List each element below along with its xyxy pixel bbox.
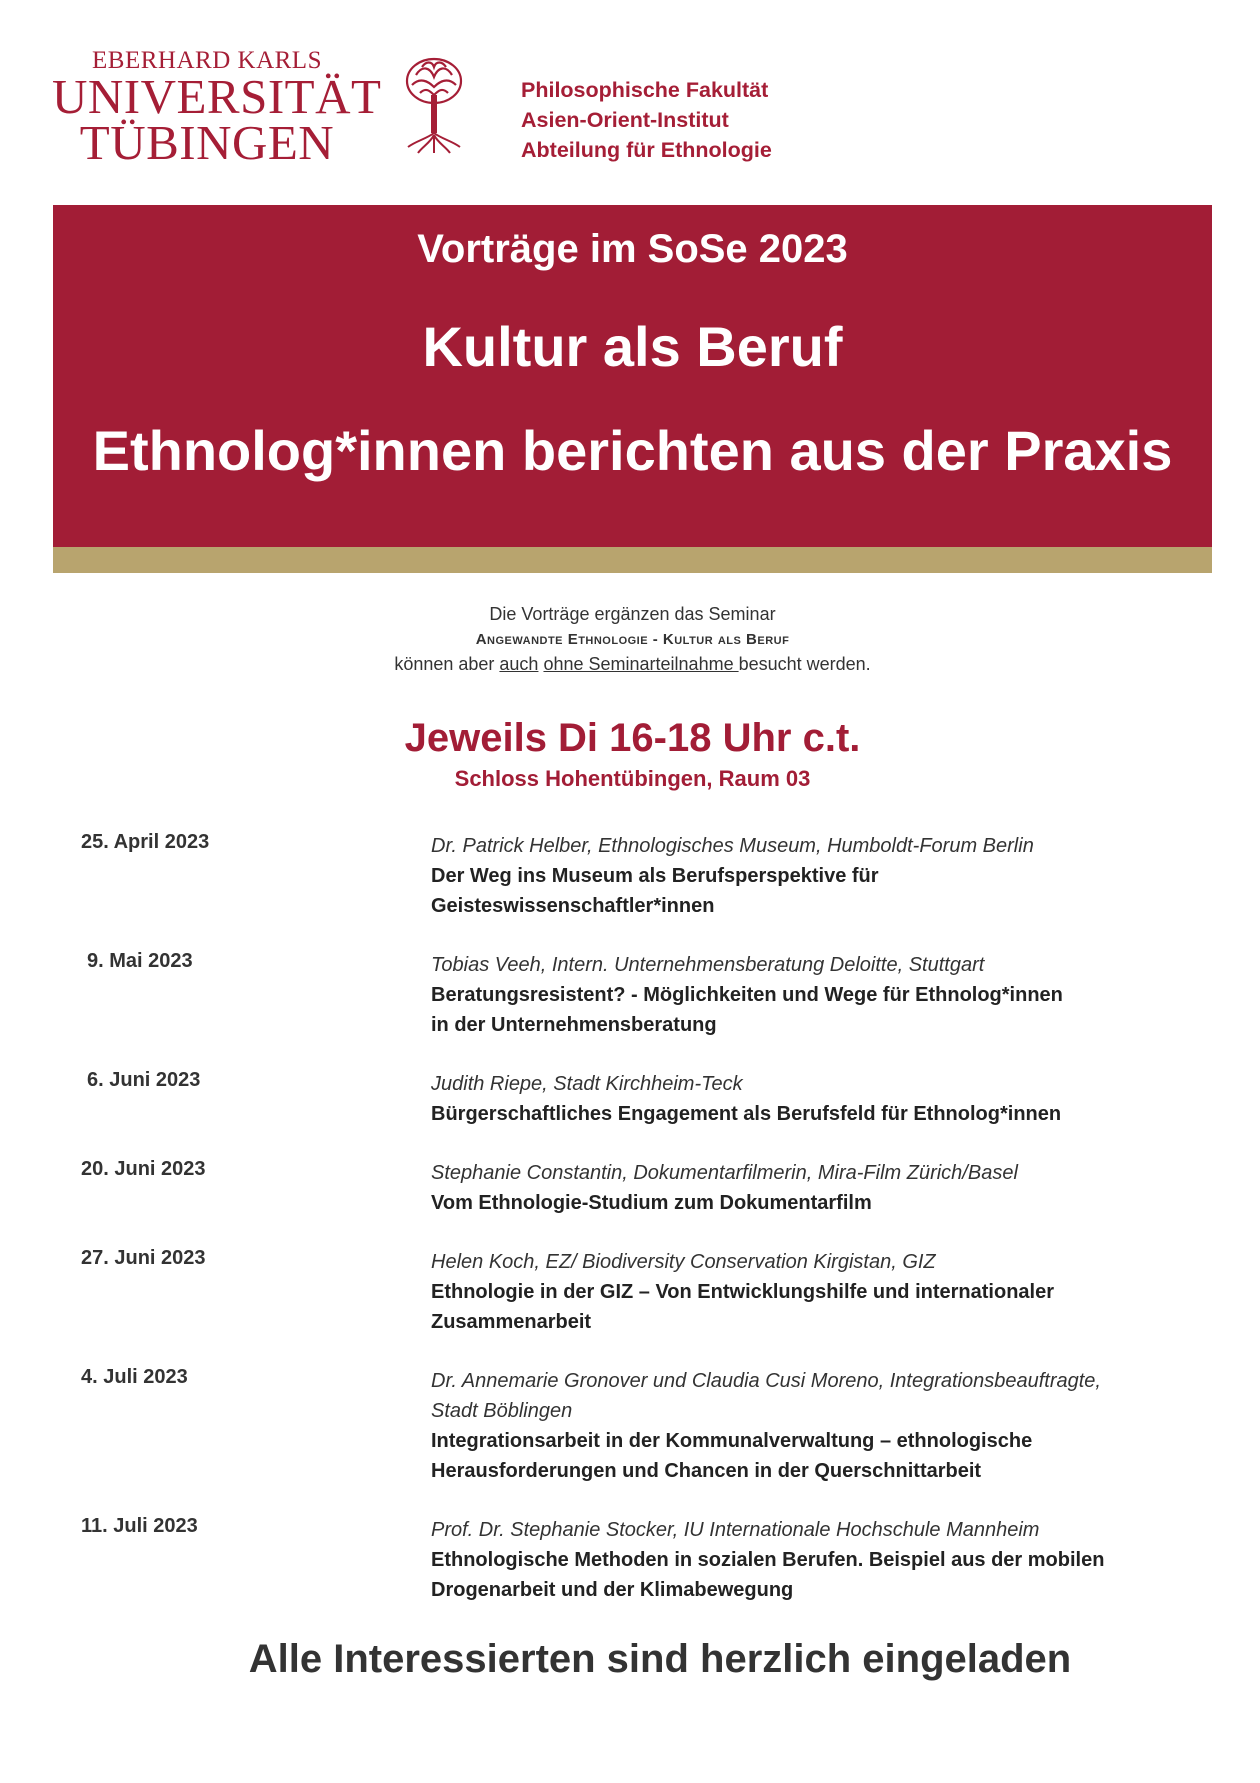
event-speaker: Tobias Veeh, Intern. Unternehmensberatung Deloitte, Stuttgart [431,954,985,976]
event-body [431,1158,1221,1218]
intro-auch: auch [499,654,539,674]
event-item [0,1366,1260,1515]
event-body [431,950,1221,1040]
event-speaker: Judith Riepe, Stadt Kirchheim-Teck [431,1073,743,1095]
event-body [431,1366,1221,1486]
banner-gold-strip [53,547,1212,573]
faculty-block [521,75,772,165]
event-speaker: Prof. Dr. Stephanie Stocker, IU Internationale Hochschule Mannheim [431,1519,1040,1541]
event-date: 11. Juli 2023 [81,1515,198,1537]
event-title: Zusammenarbeit [431,1311,592,1333]
event-body [431,831,1221,921]
event-body [431,1069,1221,1129]
schedule-title: Jeweils Di 16-18 Uhr c.t. [404,716,861,760]
university-logo [52,47,382,170]
event-title: Drogenarbeit und der Klimabewegung [431,1579,794,1601]
event-speaker: Dr. Patrick Helber, Ethnologisches Museum, Humboldt-Forum Berlin [431,835,1034,857]
event-date: 6. Juni 2023 [87,1069,201,1091]
event-body [431,1515,1221,1605]
series-title: Kultur als Beruf [422,315,843,378]
event-date: 9. Mai 2023 [87,950,193,972]
logo-line-3: TÜBINGEN [79,115,335,170]
event-speaker: Dr. Annemarie Gronover und Claudia Cusi Moreno, Integrationsbeauftragte, [431,1370,1101,1392]
intro-suffix: besucht werden. [738,654,871,674]
intro-ohne: ohne Seminarteilnahme [543,654,739,674]
event-item [0,1069,1260,1158]
event-title: Herausforderungen und Chancen in der Querschnittarbeit [431,1460,982,1482]
event-title: Vom Ethnologie-Studium zum Dokumentarfilm [431,1192,872,1214]
event-item [0,1247,1260,1366]
event-date: 25. April 2023 [81,831,210,853]
semester-heading: Vorträge im SoSe 2023 [417,227,848,271]
intro-prefix: können aber [394,654,500,674]
institute-line: Asien-Orient-Institut [521,108,729,132]
event-title: Beratungsresistent? - Möglichkeiten und Wege für Ethnolog*innen [431,984,1063,1006]
event-date: 4. Juli 2023 [81,1366,188,1388]
event-item [0,1515,1260,1634]
event-date: 20. Juni 2023 [81,1158,206,1180]
event-title: Ethnologische Methoden in sozialen Berufen. Beispiel aus der mobilen [431,1549,1105,1571]
series-subtitle: Ethnolog*innen berichten aus der Praxis [92,419,1173,482]
tree-seal-icon [402,55,466,155]
letterhead [0,0,1260,200]
event-title: Bürgerschaftliches Engagement als Berufsfeld für Ethnolog*innen [431,1103,1062,1125]
event-title: in der Unternehmensberatung [431,1014,717,1036]
event-item [0,1158,1260,1247]
event-body [431,1247,1221,1337]
intro-line-1: Die Vorträge ergänzen das Seminar [489,604,776,624]
invitation-footer: Alle Interessierten sind herzlich eingeladen [248,1637,1072,1681]
logo-line-2: UNIVERSITÄT [52,69,382,124]
event-list [0,831,1260,1634]
event-speaker: Helen Koch, EZ/ Biodiversity Conservation Kirgistan, GIZ [431,1251,936,1273]
event-title: Geisteswissenschaftler*innen [431,895,715,917]
faculty-line: Philosophische Fakultät [521,78,769,102]
event-title: Der Weg ins Museum als Berufsperspektive für [431,865,879,887]
department-line: Abteilung für Ethnologie [521,138,772,162]
event-speaker: Stephanie Constantin, Dokumentarfilmerin, Mira-Film Zürich/Basel [431,1162,1018,1184]
event-item [0,831,1260,950]
event-title: Ethnologie in der GIZ – Von Entwicklungshilfe und internationaler [431,1281,1054,1303]
event-date: 27. Juni 2023 [81,1247,206,1269]
intro-text [0,602,1260,677]
event-title: Integrationsarbeit in der Kommunalverwaltung – ethnologische [431,1430,1033,1452]
event-speaker: Stadt Böblingen [431,1400,573,1422]
intro-line-3 [0,652,1260,677]
event-item [0,950,1260,1069]
seminar-name: Angewandte Ethnologie - Kultur als Beruf [475,631,790,648]
logo-line-1: EBERHARD KARLS [92,47,322,74]
schedule-location: Schloss Hohentübingen, Raum 03 [454,766,811,791]
